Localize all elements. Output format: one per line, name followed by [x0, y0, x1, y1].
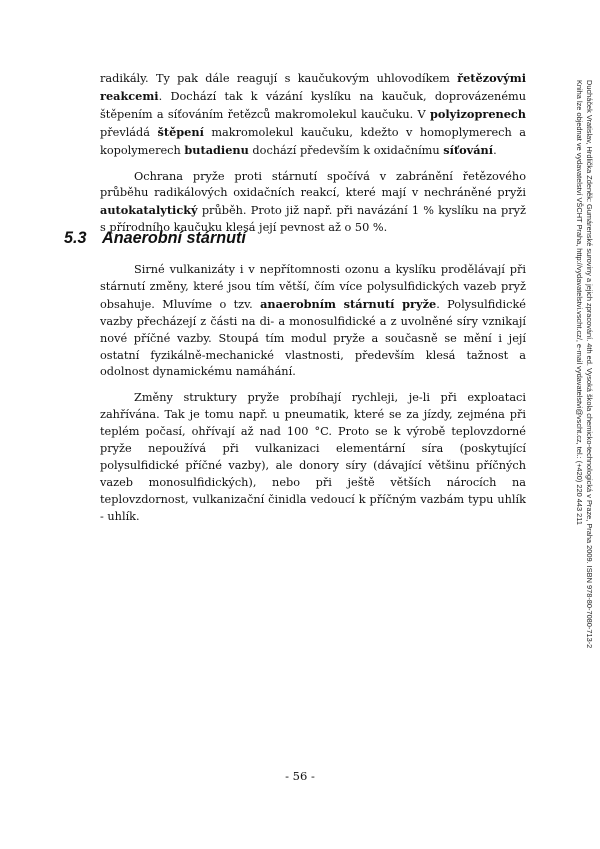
side-citation	[574, 80, 596, 680]
section-number: 5.3	[64, 229, 87, 247]
bold-term: štěpení	[157, 124, 204, 139]
text-run: dochází především k oxidačnímu	[248, 143, 444, 157]
text-run: převládá	[100, 125, 158, 139]
intro-paragraph-1	[100, 70, 526, 160]
intro-paragraph-2	[100, 169, 526, 238]
section-heading	[64, 229, 524, 248]
bold-term: autokatalytický	[100, 203, 198, 218]
text-run: makromolekul kaučuku, kdežto v homoplymerech a kopolymerech	[100, 125, 526, 157]
bold-term: anaerobním stárnutí pryže	[260, 296, 437, 311]
side-citation-line-2: Kniha lze objednat ve vydavatelství VŠCHT Praha, http://vydavatelstvi.vscht.cz/, e-mail vydavatelstvi@vscht.cz, tel.: (+420) 220 443 211	[575, 80, 584, 525]
intro-text	[100, 70, 526, 246]
bold-term: řetězovými reakcemi	[100, 71, 526, 103]
text-run: Změny struktury pryže probíhají rychleji, je-li při exploataci zahřívána. Tak je tomu např. u pneumatik, které se za jízdy, zejména při teplém počasí, ohřívají až nad 100 °C. Proto se k výrobě teplovzdorné pryže nepoužívá při vulkanizaci elementární síra (poskytující polysulfidické příčné vazby), ale donory síry (dávající většinu příčných vazeb monosulfidických), nebo při ještě větších nárocích na teplovzdornost, vulkanizační činidla vedoucí k příčným vazbám typu uhlík - uhlík.	[100, 391, 526, 523]
bold-term: síťování	[443, 142, 494, 157]
side-citation-line-1: Ducháček Vratislav, Hrdlička Zdeněk: Gumárenské suroviny a jejich zpracování. 4th ed. Vysoká škola chemicko-technologická v Praze, Praha 2009. ISBN 978-80-7080-713-2	[585, 80, 594, 649]
text-run: průběh. Proto již např. při navázání 1 % kyslíku na pryž s přírodního kaučuku klesá její pevnost až o 50 %.	[100, 204, 526, 235]
text-run: . Dochází tak k vázání kyslíku na kaučuk, doprovázenému štěpením a síťováním řetězců makromolekul kaučuku. V	[100, 89, 526, 121]
text-run: Ochrana pryže proti stárnutí spočívá v zabránění řetězového průběhu radikálových oxidačních reakcí, které mají v nechráněné pryži	[100, 169, 526, 200]
section-paragraph-1	[100, 262, 526, 381]
bold-term: butadienu	[184, 142, 249, 157]
bold-term: polyizoprenech	[429, 106, 526, 121]
section-title: Anaerobní stárnutí	[102, 229, 246, 247]
text-run: . Polysulfidické vazby přecházejí z části na di- a monosulfidické a z uvolněné síry vznikají nové příčné vazby. Stoupá tím modul pryže a současně se mění i její ostatní fyzikálně-mechanické vlastnosti, především klesá tažnost a odolnost dynamickému namáhání.	[100, 297, 526, 379]
section-paragraph-2	[100, 390, 526, 525]
page-number: - 56 -	[285, 769, 315, 783]
text-run: .	[493, 143, 497, 157]
section-body	[100, 262, 526, 535]
text-run: radikály. Ty pak dále reagují s kaučukovým uhlovodíkem	[100, 72, 458, 85]
text-run: Sirné vulkanizáty i v nepřítomnosti ozonu a kyslíku prodělávají při stárnutí změny, které jsou tím větší, čím více polysulfidických vazeb pryž obsahuje. Mluvíme o tzv.	[100, 263, 526, 311]
